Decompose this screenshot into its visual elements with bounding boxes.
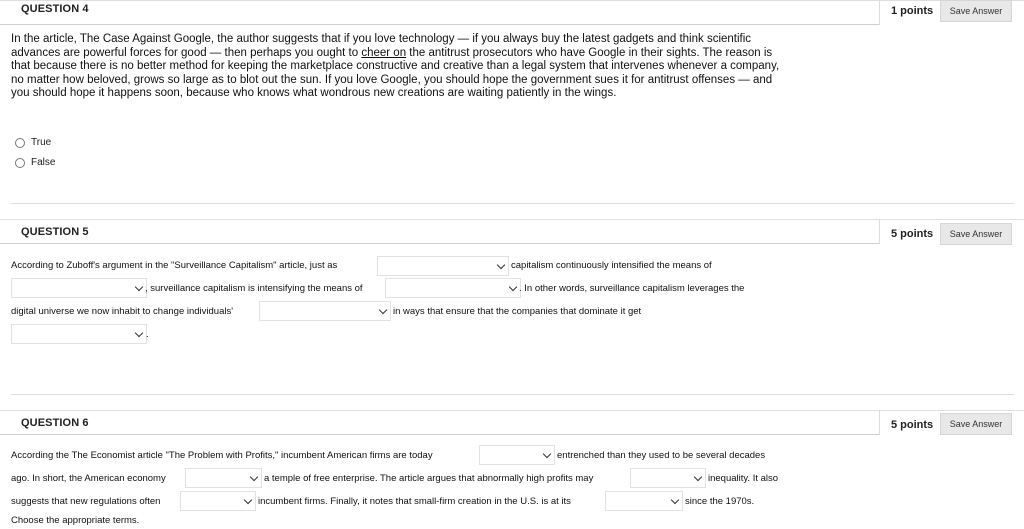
q6-text-7: incumbent firms. Finally, it notes that small-firm creation in the U.S. is at its — [258, 496, 571, 507]
cheer-on-link: cheer on — [361, 46, 407, 59]
q6-text-3: ago. In short, the American economy — [11, 473, 166, 484]
chevron-down-icon — [379, 306, 387, 314]
chevron-down-icon — [694, 473, 702, 481]
q6-text-1: According the The Economist article "The Problem with Profits," incumbent American firms are today — [11, 450, 433, 461]
q5-dropdown-2[interactable] — [11, 278, 147, 298]
q6-text-8: since the 1970s. — [685, 496, 755, 507]
question-4-title: QUESTION 4 — [21, 3, 89, 15]
chevron-down-icon — [250, 473, 258, 481]
q6-dropdown-3[interactable] — [630, 468, 706, 488]
chevron-down-icon — [671, 496, 679, 504]
q6-dropdown-2[interactable] — [185, 468, 262, 488]
chevron-down-icon — [244, 496, 252, 504]
chevron-down-icon — [543, 450, 551, 458]
chevron-down-icon — [135, 283, 143, 291]
q5-text-3: , surveillance capitalism is intensifying the means of — [145, 283, 363, 294]
q6-text-5: inequality. It also — [708, 473, 779, 484]
q6-dropdown-1[interactable] — [479, 445, 555, 465]
chevron-down-icon — [497, 261, 505, 269]
question-6-save-button[interactable]: Save Answer — [940, 413, 1012, 435]
q5-dropdown-5[interactable] — [11, 324, 147, 344]
q6-text-4: a temple of free enterprise. The article argues that abnormally high profits may — [264, 473, 594, 484]
q6-instruction: Choose the appropriate terms. — [11, 515, 140, 526]
question-4-text: In the article, The Case Against Google, the author suggests that if you love technology — if you always buy the latest gadgets and think scientific advances are powerful forces for good — then perhaps you ought to cheer on the antitrust prosecutors who have Google in their sights. The reason is that because there is no better method for keeping the marketplace constructive and creative than a legal system that intervenes whenever a company, no matter how beloved, grows so large as to blot out the sun. If you love Google, you should hope the government sues it for antitrust offenses — and you should hope it happens soon, because who knows what wondrous new creations are waiting patiently in the wings. — [11, 33, 780, 99]
q5-text-2: capitalism continuously intensified the means of — [511, 260, 712, 271]
q5-text-5: digital universe we now inhabit to change individuals' — [11, 306, 234, 317]
question-4-points: 1 points — [891, 5, 934, 17]
q5-dropdown-3[interactable] — [385, 278, 521, 298]
q6-dropdown-5[interactable] — [605, 491, 683, 511]
divider — [11, 394, 1014, 395]
question-5-save-button[interactable]: Save Answer — [940, 223, 1012, 245]
q5-text-7: . — [146, 329, 149, 340]
question-4-save-button[interactable]: Save Answer — [940, 0, 1012, 22]
divider — [11, 203, 1014, 204]
option-false[interactable]: False — [15, 157, 55, 168]
q5-dropdown-4[interactable] — [259, 301, 391, 321]
q5-text-4: . In other words, surveillance capitalism leverages the — [519, 283, 745, 294]
q5-dropdown-1[interactable] — [377, 256, 509, 276]
question-5-points: 5 points — [891, 228, 934, 240]
question-6-points: 5 points — [891, 419, 934, 431]
question-5-title: QUESTION 5 — [21, 226, 89, 238]
q6-text-6: suggests that new regulations often — [11, 496, 161, 507]
radio-true[interactable] — [15, 138, 25, 148]
q5-text-6: in ways that ensure that the companies that dominate it get — [393, 306, 642, 317]
chevron-down-icon — [509, 283, 517, 291]
radio-false[interactable] — [15, 158, 25, 168]
option-true[interactable]: True — [15, 137, 51, 148]
question-6-title: QUESTION 6 — [21, 417, 89, 429]
q6-dropdown-4[interactable] — [180, 491, 256, 511]
q6-text-2: entrenched than they used to be several decades — [557, 450, 766, 461]
chevron-down-icon — [135, 329, 143, 337]
q5-text-1: According to Zuboff's argument in the "Surveillance Capitalism" article, just as — [11, 260, 338, 271]
